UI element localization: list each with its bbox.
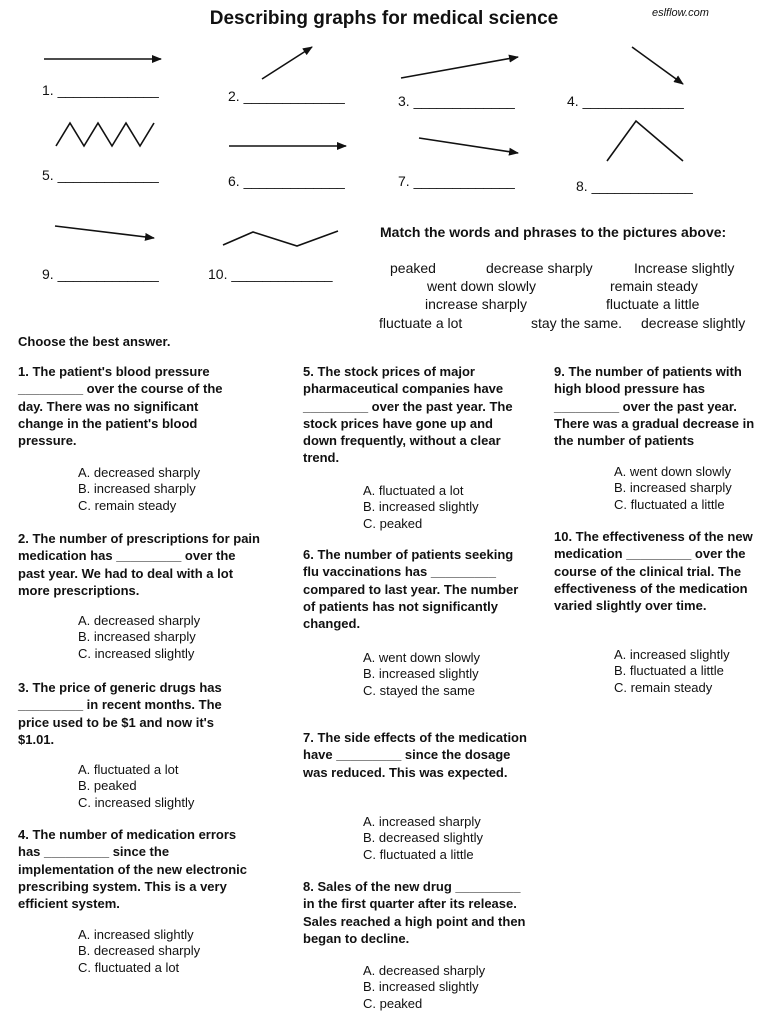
question-9-options <box>614 464 732 513</box>
option: A. increased slightly <box>614 647 730 662</box>
option: A. went down slowly <box>614 464 732 479</box>
question-8: 8. Sales of the new drug _________ in the first quarter after its release. Sales reached a high point and then began to decline. <box>303 879 526 946</box>
question-3-options <box>78 762 194 811</box>
fluctuate-a-little-icon <box>223 231 338 246</box>
option: A. decreased sharply <box>78 465 201 480</box>
word-bank-item: decrease slightly <box>641 315 746 331</box>
answer-blank: _____________ <box>57 82 159 98</box>
picture-label-6: 6. _____________ <box>228 173 345 189</box>
option: C. remain steady <box>614 679 713 695</box>
picture-label-5: 5. _____________ <box>42 167 159 183</box>
picture-label-7: 7. _____________ <box>398 173 515 189</box>
choose-heading: Choose the best answer. <box>18 334 171 349</box>
option: C. increased slightly <box>78 794 195 810</box>
word-bank-item: went down slowly <box>427 278 536 294</box>
question-10-options <box>614 647 730 696</box>
option: B. decreased slightly <box>363 830 483 846</box>
slight-decrease-arrow-icon <box>419 138 518 153</box>
peak-icon <box>607 121 683 161</box>
option: B. fluctuated a little <box>614 663 724 679</box>
option: C. stayed the same <box>363 682 475 698</box>
answer-blank: _____________ <box>582 93 684 109</box>
answer-blank: _____________ <box>231 266 333 282</box>
option: B. decreased sharply <box>78 943 201 959</box>
answer-blank: _____________ <box>591 178 693 194</box>
page-title: Describing graphs for medical science <box>209 8 559 29</box>
answer-blank: _____________ <box>243 88 345 104</box>
picture-label-8: 8. _____________ <box>576 178 693 194</box>
question-8-options <box>363 963 485 1012</box>
option: C. remain steady <box>78 497 177 513</box>
question-1-options <box>78 465 200 514</box>
option: C. fluctuated a little <box>363 846 474 862</box>
question-1: 1. The patient's blood pressure _________ over the course of the day. There was no significant change in the patient's blood pressure. <box>18 364 223 449</box>
word-bank-item: fluctuate a little <box>606 296 700 312</box>
option: C. fluctuated a lot <box>78 959 180 975</box>
option: B. increased slightly <box>363 499 479 515</box>
picture-label-10: 10. _____________ <box>208 266 333 282</box>
answer-blank: _____________ <box>57 167 159 183</box>
option: A. increased sharply <box>363 814 481 829</box>
answer-blank: _____________ <box>413 93 515 109</box>
question-7-options <box>363 814 483 863</box>
picture-label-9: 9. _____________ <box>42 266 159 282</box>
word-bank-item: increase sharply <box>425 296 527 312</box>
option: C. increased slightly <box>78 645 195 661</box>
option: A. fluctuated a lot <box>78 762 179 777</box>
question-9: 9. The number of patients with high blood pressure has _________ over the past year. There was a gradual decrease in the number of patients <box>554 364 755 449</box>
sharp-decrease-arrow-icon <box>632 47 683 84</box>
question-7: 7. The side effects of the medication have _________ since the dosage was reduced. This was expected. <box>303 730 527 780</box>
question-4-options <box>78 927 200 976</box>
option: C. peaked <box>363 995 423 1011</box>
question-3: 3. The price of generic drugs has _________ in recent months. The price used to be $1 and now it's $1.01. <box>18 680 222 747</box>
option: B. increased sharply <box>78 629 196 645</box>
option: B. increased slightly <box>363 666 479 682</box>
option: B. increased slightly <box>363 979 479 995</box>
question-2: 2. The number of prescriptions for pain medication has _________ over the past year. We had to deal with a lot more prescriptions. <box>18 531 260 598</box>
word-bank-item: remain steady <box>610 278 698 294</box>
picture-label-4: 4. _____________ <box>567 93 684 109</box>
question-10: 10. The effectiveness of the new medication _________ over the course of the clinical trial. The effectiveness of the medication varied slightly over time. <box>554 529 753 614</box>
question-5: 5. The stock prices of major pharmaceutical companies have _________ over the past year. The stock prices have gone up and down frequently, without a clear trend. <box>303 364 513 466</box>
option: A. decreased sharply <box>363 963 486 978</box>
question-4: 4. The number of medication errors has _________ since the implementation of the new electronic prescribing system. This is a very efficient system. <box>18 827 247 912</box>
site-watermark: eslflow.com <box>652 7 709 19</box>
option: A. increased slightly <box>78 927 194 942</box>
fluctuate-a-lot-icon <box>56 123 154 146</box>
sharp-increase-arrow-icon <box>262 47 312 79</box>
option: C. peaked <box>363 515 423 531</box>
answer-blank: _____________ <box>57 266 159 282</box>
picture-label-2: 2. _____________ <box>228 88 345 104</box>
match-heading: Match the words and phrases to the pictures above: <box>380 224 727 240</box>
word-bank-item: decrease sharply <box>486 260 593 276</box>
word-bank-item: fluctuate a lot <box>379 315 463 331</box>
answer-blank: _____________ <box>243 173 345 189</box>
option: B. increased sharply <box>78 481 196 497</box>
option: A. went down slowly <box>363 650 481 665</box>
slow-decrease-arrow-icon <box>55 226 154 238</box>
question-5-options <box>363 483 479 532</box>
picture-label-3: 3. _____________ <box>398 93 515 109</box>
option: B. peaked <box>78 778 137 794</box>
picture-label-1: 1. _____________ <box>42 82 159 98</box>
question-2-options <box>78 613 200 662</box>
word-bank-item: peaked <box>390 260 436 276</box>
option: C. fluctuated a little <box>614 496 725 512</box>
slight-increase-arrow-icon <box>401 57 518 78</box>
question-6: 6. The number of patients seeking flu vaccinations has _________ compared to last year. The number of patients has not significantly changed. <box>303 547 519 632</box>
word-bank-item: stay the same. <box>531 315 623 331</box>
option: B. increased sharply <box>614 480 732 496</box>
option: A. fluctuated a lot <box>363 483 464 498</box>
word-bank-item: Increase slightly <box>634 260 735 276</box>
option: A. decreased sharply <box>78 613 201 628</box>
answer-blank: _____________ <box>413 173 515 189</box>
trend-pictures <box>0 0 768 300</box>
question-6-options <box>363 650 480 699</box>
